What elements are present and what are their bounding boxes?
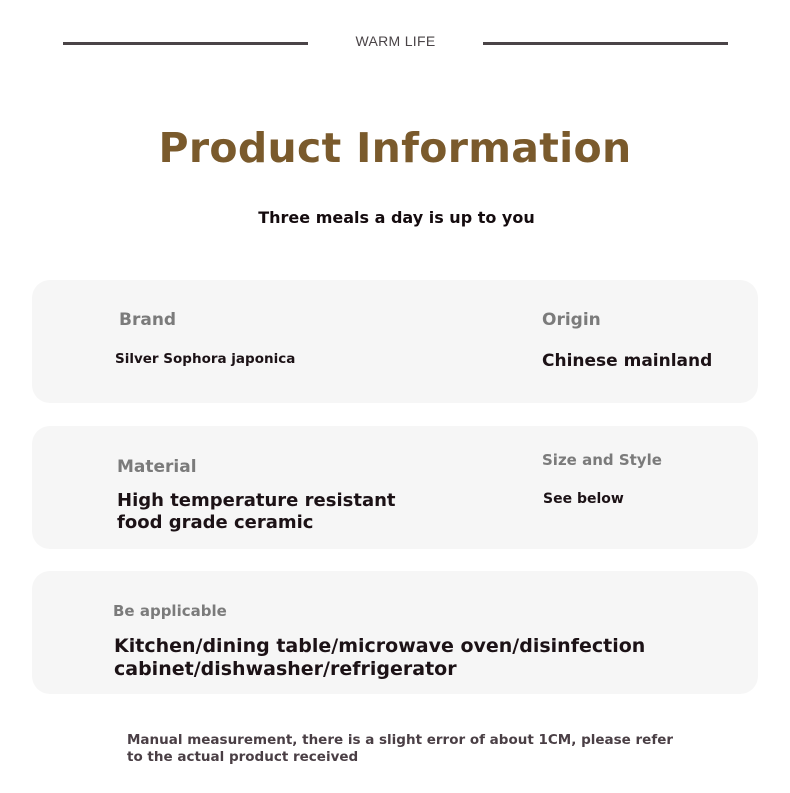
origin-label: Origin — [542, 310, 601, 330]
size-style-value: See below — [543, 491, 624, 507]
header-rule-right — [483, 42, 728, 45]
brand-value: Silver Sophora japonica — [115, 351, 296, 367]
material-value: High temperature resistant food grade ceramic — [117, 490, 396, 533]
spec-card-material-size — [32, 426, 758, 549]
origin-value: Chinese mainland — [542, 351, 713, 371]
applicable-value: Kitchen/dining table/microwave oven/disinfection cabinet/dishwasher/refrigerator — [114, 635, 646, 680]
spec-card-applicable — [32, 571, 758, 694]
applicable-label: Be applicable — [113, 602, 227, 620]
brand-tag: WARM LIFE — [355, 33, 436, 49]
material-label: Material — [117, 457, 197, 477]
spec-card-brand-origin — [32, 280, 758, 403]
brand-label: Brand — [119, 310, 177, 330]
header-rule-left — [63, 42, 308, 45]
page-subtitle: Three meals a day is up to you — [258, 208, 535, 227]
page-title: Product Information — [158, 124, 632, 172]
size-style-label: Size and Style — [542, 451, 662, 469]
measurement-footnote: Manual measurement, there is a slight error of about 1CM, please refer to the actual product received — [127, 732, 674, 765]
top-header — [0, 32, 790, 54]
